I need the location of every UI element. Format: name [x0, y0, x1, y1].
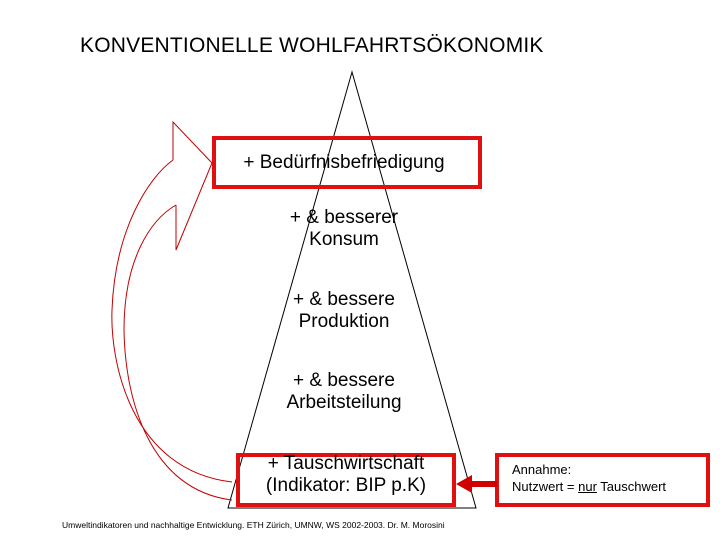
level-division-line1: + & bessere	[293, 370, 395, 391]
level-consumption	[224, 207, 464, 251]
level-production	[224, 289, 464, 333]
footer-citation: Umweltindikatoren und nachhaltige Entwicklung. ETH Zürich, UMNW, WS 2002-2003. Dr. M. Morosini	[62, 520, 445, 530]
annotation-line2-suffix: Tauschwert	[596, 479, 667, 494]
feedback-arrow-head	[173, 122, 212, 250]
level-exchange-line2: (Indikator: BIP p.K)	[265, 475, 427, 496]
feedback-arrow-inner	[124, 205, 232, 500]
level-production-line2: Produktion	[298, 311, 390, 332]
annotation-line2-underlined: nur	[578, 479, 597, 494]
annotation-line2	[512, 478, 666, 495]
level-needs	[224, 152, 464, 174]
diagram-title: KONVENTIONELLE WOHLFAHRTSÖKONOMIK	[80, 34, 544, 57]
annotation-text	[512, 461, 666, 495]
level-division-of-labour	[224, 370, 464, 414]
level-production-line1: + & bessere	[293, 289, 395, 310]
annotation-line2-prefix: Nutzwert =	[512, 479, 579, 494]
level-needs-line1: + Bedürfnisbefriedigung	[243, 152, 445, 173]
level-division-line2: Arbeitsteilung	[286, 392, 402, 413]
level-consumption-line2: Konsum	[309, 229, 379, 250]
feedback-arrow-outer	[112, 160, 232, 482]
annotation-line1: Annahme:	[512, 462, 572, 477]
level-exchange-economy	[226, 453, 466, 497]
level-exchange-line1: + Tauschwirtschaft	[267, 453, 425, 474]
level-consumption-line1: + & besserer	[289, 207, 399, 228]
